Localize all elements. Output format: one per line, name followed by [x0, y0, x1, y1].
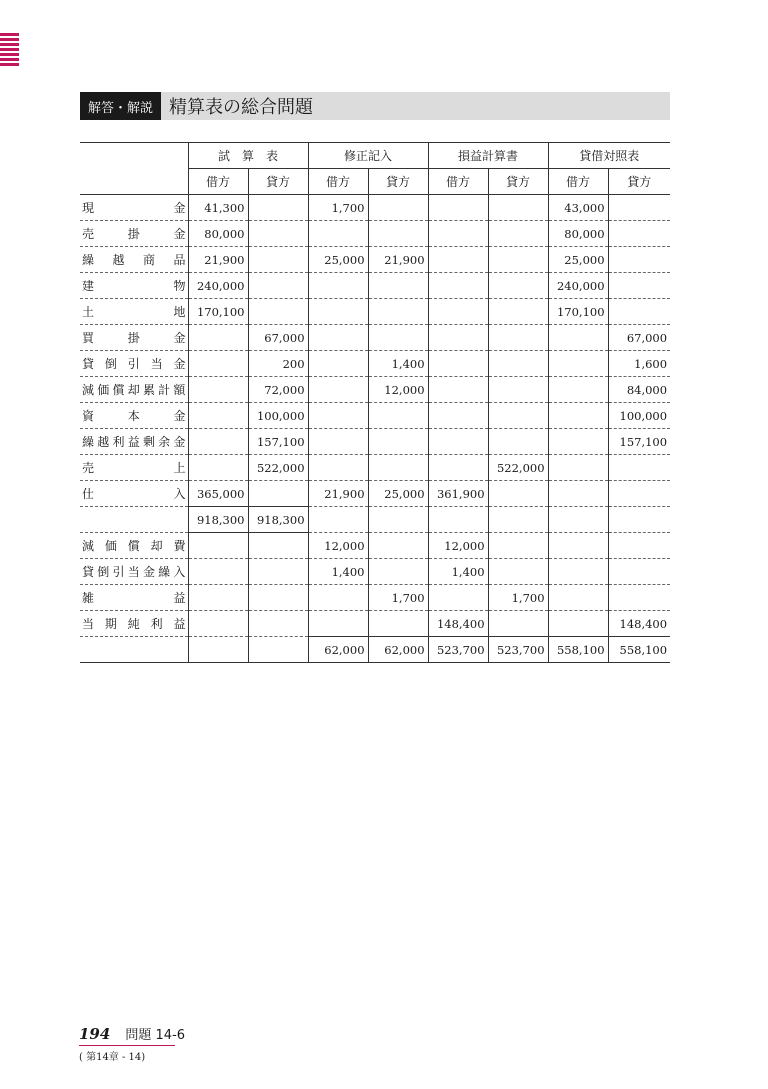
page-title: 精算表の総合問題 — [169, 97, 314, 118]
sub-header-0: 借方 — [188, 169, 248, 195]
amount-cell — [488, 247, 548, 273]
account-header — [80, 143, 188, 195]
amount-cell — [188, 585, 248, 611]
amount-cell — [488, 533, 548, 559]
amount-cell — [428, 221, 488, 247]
account-name-text: 当 期 純 利 益 — [82, 617, 186, 631]
account-name — [80, 533, 188, 559]
account-name-text: 繰 越 商 品 — [82, 253, 186, 267]
amount-cell — [608, 585, 670, 611]
amount-cell — [548, 507, 608, 533]
table-row — [80, 429, 670, 455]
amount-cell: 1,700 — [368, 585, 428, 611]
amount-cell — [248, 559, 308, 585]
amount-cell — [488, 559, 548, 585]
amount-cell: 43,000 — [548, 195, 608, 221]
account-name-text: 仕 入 — [82, 487, 186, 501]
amount-cell — [488, 377, 548, 403]
worksheet-body — [80, 195, 670, 663]
amount-cell — [248, 611, 308, 637]
table-row — [80, 221, 670, 247]
amount-cell — [188, 403, 248, 429]
amount-cell — [608, 195, 670, 221]
amount-cell — [368, 507, 428, 533]
amount-cell: 523,700 — [428, 637, 488, 663]
account-name-text: 減 価 償 却 累 計 額 — [82, 383, 186, 397]
amount-cell: 67,000 — [248, 325, 308, 351]
amount-cell: 100,000 — [608, 403, 670, 429]
amount-cell — [188, 377, 248, 403]
amount-cell — [248, 299, 308, 325]
account-name-text: 雑 益 — [82, 591, 186, 605]
amount-cell — [188, 559, 248, 585]
amount-cell — [488, 325, 548, 351]
amount-cell — [548, 559, 608, 585]
amount-cell — [308, 611, 368, 637]
amount-cell — [488, 611, 548, 637]
sub-header-4: 借方 — [428, 169, 488, 195]
table-row — [80, 611, 670, 637]
account-name-text: 繰 越 利 益 剰 余 金 — [82, 435, 186, 449]
amount-cell: 365,000 — [188, 481, 248, 507]
amount-cell — [548, 455, 608, 481]
amount-cell: 918,300 — [188, 507, 248, 533]
amount-cell — [308, 403, 368, 429]
amount-cell — [308, 273, 368, 299]
table-row — [80, 481, 670, 507]
total-label — [80, 507, 188, 533]
amount-cell: 558,100 — [548, 637, 608, 663]
account-name — [80, 429, 188, 455]
table-row — [80, 559, 670, 585]
amount-cell — [548, 481, 608, 507]
amount-cell — [488, 195, 548, 221]
amount-cell: 67,000 — [608, 325, 670, 351]
amount-cell: 1,400 — [308, 559, 368, 585]
amount-cell: 1,400 — [368, 351, 428, 377]
amount-cell — [308, 455, 368, 481]
amount-cell: 21,900 — [188, 247, 248, 273]
page-footer — [79, 1024, 185, 1063]
group-balance-sheet: 貸借対照表 — [548, 143, 670, 169]
amount-cell — [368, 195, 428, 221]
amount-cell — [428, 299, 488, 325]
amount-cell — [248, 533, 308, 559]
amount-cell: 80,000 — [188, 221, 248, 247]
group-income-statement: 損益計算書 — [428, 143, 548, 169]
amount-cell — [488, 351, 548, 377]
trial-total-row — [80, 507, 670, 533]
sub-header-6: 借方 — [548, 169, 608, 195]
amount-cell: 25,000 — [548, 247, 608, 273]
account-name — [80, 299, 188, 325]
amount-cell — [488, 403, 548, 429]
amount-cell — [488, 299, 548, 325]
group-adjustments: 修正記入 — [308, 143, 428, 169]
margin-stripes — [0, 33, 19, 67]
account-name-text: 資 本 金 — [82, 409, 186, 423]
sub-header-7: 貸方 — [608, 169, 670, 195]
account-name-text: 売 掛 金 — [82, 227, 186, 241]
account-name — [80, 585, 188, 611]
amount-cell: 148,400 — [608, 611, 670, 637]
amount-cell — [308, 221, 368, 247]
account-name — [80, 481, 188, 507]
table-row — [80, 325, 670, 351]
account-name-text: 買 掛 金 — [82, 331, 186, 345]
account-name — [80, 559, 188, 585]
table-row — [80, 377, 670, 403]
amount-cell: 522,000 — [248, 455, 308, 481]
amount-cell — [548, 611, 608, 637]
amount-cell — [248, 195, 308, 221]
sub-header-2: 借方 — [308, 169, 368, 195]
account-name — [80, 377, 188, 403]
amount-cell — [608, 533, 670, 559]
amount-cell — [248, 273, 308, 299]
amount-cell — [548, 377, 608, 403]
account-name — [80, 403, 188, 429]
chapter-ref: ( 第14章 - 14) — [79, 1052, 146, 1063]
account-name — [80, 351, 188, 377]
table-row — [80, 403, 670, 429]
amount-cell — [248, 585, 308, 611]
amount-cell — [368, 273, 428, 299]
amount-cell — [368, 299, 428, 325]
account-name — [80, 455, 188, 481]
worksheet-table — [80, 142, 670, 663]
amount-cell: 12,000 — [368, 377, 428, 403]
sub-header-1: 貸方 — [248, 169, 308, 195]
table-row — [80, 299, 670, 325]
amount-cell — [428, 325, 488, 351]
amount-cell — [548, 351, 608, 377]
table-row — [80, 351, 670, 377]
account-name-text: 減 価 償 却 費 — [82, 539, 186, 553]
account-name — [80, 325, 188, 351]
amount-cell — [308, 429, 368, 455]
amount-cell — [368, 455, 428, 481]
answer-badge: 解答・解説 — [80, 92, 161, 120]
amount-cell: 12,000 — [428, 533, 488, 559]
amount-cell — [428, 507, 488, 533]
amount-cell — [188, 325, 248, 351]
amount-cell — [608, 507, 670, 533]
amount-cell — [248, 637, 308, 663]
amount-cell: 21,900 — [368, 247, 428, 273]
amount-cell — [188, 533, 248, 559]
amount-cell — [488, 273, 548, 299]
table-row — [80, 533, 670, 559]
amount-cell — [428, 273, 488, 299]
amount-cell: 12,000 — [308, 533, 368, 559]
amount-cell — [428, 247, 488, 273]
amount-cell — [428, 455, 488, 481]
account-name-text: 建 物 — [82, 279, 186, 293]
table-row — [80, 247, 670, 273]
account-name-text: 土 地 — [82, 305, 186, 319]
amount-cell: 523,700 — [488, 637, 548, 663]
group-header-row — [80, 143, 670, 169]
total-label — [80, 637, 188, 663]
amount-cell: 148,400 — [428, 611, 488, 637]
amount-cell — [548, 585, 608, 611]
sub-header-3: 貸方 — [368, 169, 428, 195]
amount-cell: 25,000 — [308, 247, 368, 273]
amount-cell — [608, 455, 670, 481]
amount-cell — [428, 429, 488, 455]
amount-cell — [308, 585, 368, 611]
amount-cell — [428, 403, 488, 429]
amount-cell — [308, 377, 368, 403]
amount-cell — [368, 533, 428, 559]
amount-cell: 1,400 — [428, 559, 488, 585]
amount-cell — [488, 221, 548, 247]
amount-cell — [188, 611, 248, 637]
amount-cell: 361,900 — [428, 481, 488, 507]
problem-label: 問題 14-6 — [125, 1028, 186, 1043]
amount-cell — [428, 195, 488, 221]
amount-cell: 918,300 — [248, 507, 308, 533]
amount-cell: 157,100 — [608, 429, 670, 455]
amount-cell — [308, 299, 368, 325]
amount-cell: 1,600 — [608, 351, 670, 377]
amount-cell: 62,000 — [308, 637, 368, 663]
amount-cell: 100,000 — [248, 403, 308, 429]
amount-cell — [368, 221, 428, 247]
group-trial-balance: 試 算 表 — [188, 143, 308, 169]
amount-cell — [188, 351, 248, 377]
amount-cell — [248, 481, 308, 507]
amount-cell: 200 — [248, 351, 308, 377]
amount-cell: 558,100 — [608, 637, 670, 663]
amount-cell — [368, 403, 428, 429]
amount-cell — [308, 351, 368, 377]
amount-cell — [368, 611, 428, 637]
table-row — [80, 455, 670, 481]
amount-cell: 80,000 — [548, 221, 608, 247]
table-row — [80, 195, 670, 221]
table-row — [80, 585, 670, 611]
amount-cell — [488, 429, 548, 455]
section-header — [80, 92, 670, 120]
page-number: 194 — [79, 1025, 111, 1043]
amount-cell — [608, 273, 670, 299]
amount-cell — [188, 637, 248, 663]
amount-cell — [548, 325, 608, 351]
account-name-text: 現 金 — [82, 201, 186, 215]
amount-cell — [248, 247, 308, 273]
amount-cell — [548, 403, 608, 429]
amount-cell: 21,900 — [308, 481, 368, 507]
account-name — [80, 247, 188, 273]
amount-cell — [488, 507, 548, 533]
amount-cell: 157,100 — [248, 429, 308, 455]
amount-cell: 1,700 — [308, 195, 368, 221]
amount-cell — [188, 455, 248, 481]
footer-rule — [79, 1045, 175, 1046]
amount-cell — [428, 585, 488, 611]
amount-cell: 522,000 — [488, 455, 548, 481]
amount-cell: 240,000 — [548, 273, 608, 299]
account-name-text: 貸 倒 引 当 金 繰 入 — [82, 565, 186, 579]
account-name-text: 売 上 — [82, 461, 186, 475]
amount-cell — [608, 299, 670, 325]
amount-cell — [548, 429, 608, 455]
amount-cell: 84,000 — [608, 377, 670, 403]
amount-cell — [488, 481, 548, 507]
amount-cell: 170,100 — [548, 299, 608, 325]
amount-cell — [368, 559, 428, 585]
final-total-row — [80, 637, 670, 663]
amount-cell — [308, 325, 368, 351]
amount-cell — [368, 429, 428, 455]
account-name — [80, 221, 188, 247]
amount-cell: 72,000 — [248, 377, 308, 403]
amount-cell: 170,100 — [188, 299, 248, 325]
amount-cell: 1,700 — [488, 585, 548, 611]
amount-cell — [308, 507, 368, 533]
amount-cell: 41,300 — [188, 195, 248, 221]
account-name — [80, 273, 188, 299]
amount-cell — [608, 221, 670, 247]
sub-header-5: 貸方 — [488, 169, 548, 195]
amount-cell: 62,000 — [368, 637, 428, 663]
amount-cell — [428, 351, 488, 377]
amount-cell — [368, 325, 428, 351]
amount-cell — [428, 377, 488, 403]
amount-cell: 25,000 — [368, 481, 428, 507]
amount-cell — [548, 533, 608, 559]
account-name — [80, 195, 188, 221]
account-name-text: 貸 倒 引 当 金 — [82, 357, 186, 371]
amount-cell — [608, 481, 670, 507]
amount-cell — [608, 559, 670, 585]
amount-cell — [248, 221, 308, 247]
amount-cell — [608, 247, 670, 273]
table-row — [80, 273, 670, 299]
account-name — [80, 611, 188, 637]
amount-cell: 240,000 — [188, 273, 248, 299]
amount-cell — [188, 429, 248, 455]
